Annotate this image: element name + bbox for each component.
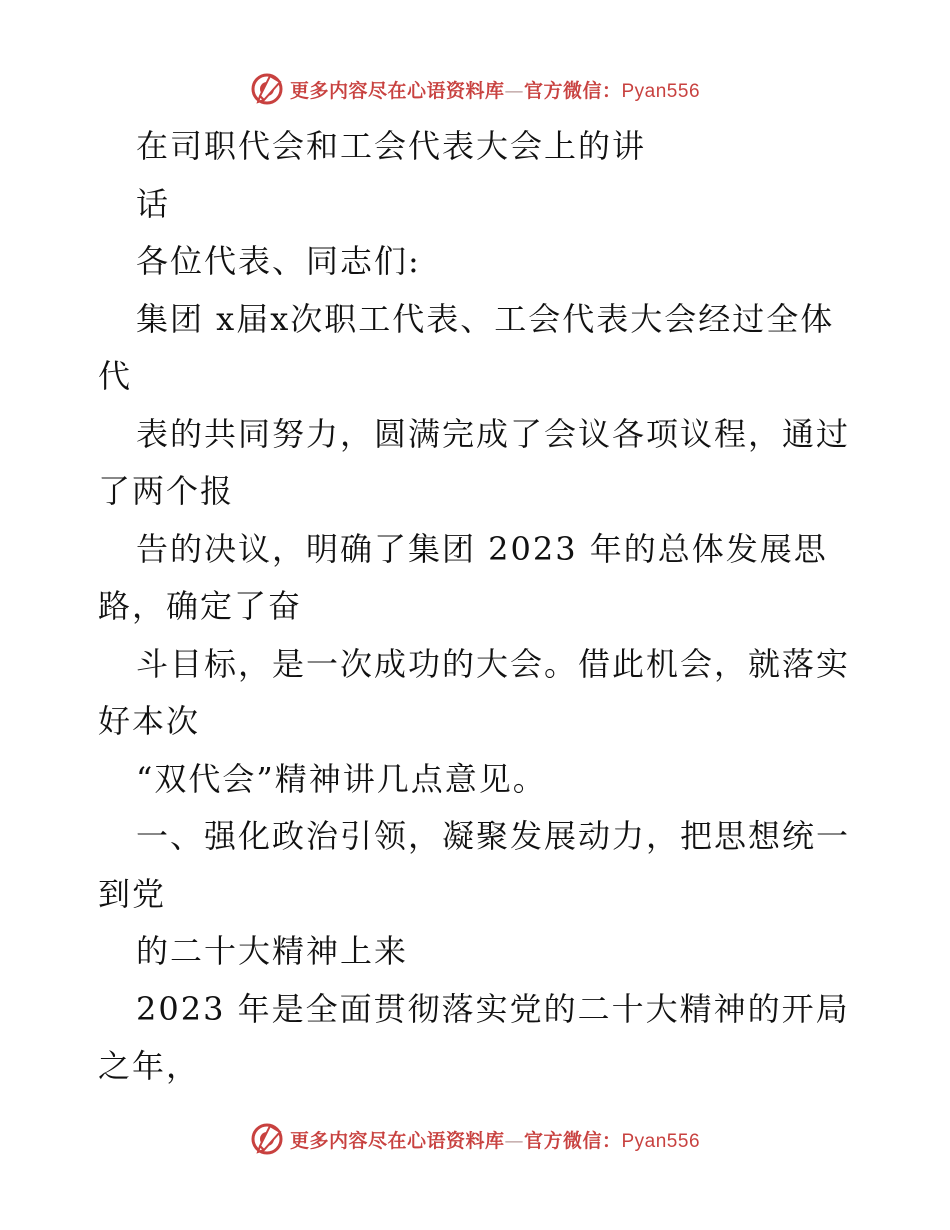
watermark-suffix: 官方微信： <box>523 79 622 102</box>
text-line: “双代会”精神讲几点意见。 <box>136 759 547 798</box>
text-line: 了两个报 <box>98 472 235 510</box>
text-line: 2023 年是全面贯彻落实党的二十大精神的开局 <box>136 989 850 1028</box>
text-line: 的二十大精神上来 <box>136 932 409 970</box>
text-line: 话 <box>136 184 171 223</box>
text-line: 斗目标，是一次成功的大会。借此机会，就落实 <box>136 644 851 683</box>
text-line: 一、强化政治引领，凝聚发展动力，把思想统一 <box>136 817 851 855</box>
watermark-separator: — <box>504 79 524 102</box>
watermark-id: Pyan556 <box>621 1130 701 1152</box>
text-line: 之年， <box>98 1047 201 1085</box>
watermark-header <box>0 72 950 106</box>
text-line: 路，确定了奋 <box>98 587 303 625</box>
watermark-text <box>290 76 700 103</box>
watermark-main: 更多内容尽在心语资料库 <box>289 79 505 102</box>
watermark-footer <box>0 1122 950 1156</box>
text-line: 好本次 <box>98 702 201 740</box>
text-line: 在司职代会和工会代表大会上的讲 <box>136 127 647 165</box>
text-line: 表的共同努力，圆满完成了会议各项议程，通过 <box>136 414 851 453</box>
text-line: 集团 x届x次职工代表、工会代表大会经过全体 <box>136 299 835 338</box>
watermark-separator: — <box>504 1129 524 1152</box>
watermark-main: 更多内容尽在心语资料库 <box>289 1129 505 1152</box>
text-line: 各位代表、同志们: <box>136 242 421 280</box>
text-line: 告的决议，明确了集团 2023 年的总体发展思 <box>136 529 828 568</box>
pen-logo-icon <box>250 1122 284 1156</box>
text-line: 代 <box>98 357 133 395</box>
pen-logo-icon <box>250 72 284 106</box>
watermark-text <box>290 1126 700 1153</box>
watermark-id: Pyan556 <box>621 80 701 102</box>
watermark-suffix: 官方微信： <box>523 1129 622 1152</box>
document-body <box>98 118 878 1096</box>
text-line: 到党 <box>98 874 167 913</box>
